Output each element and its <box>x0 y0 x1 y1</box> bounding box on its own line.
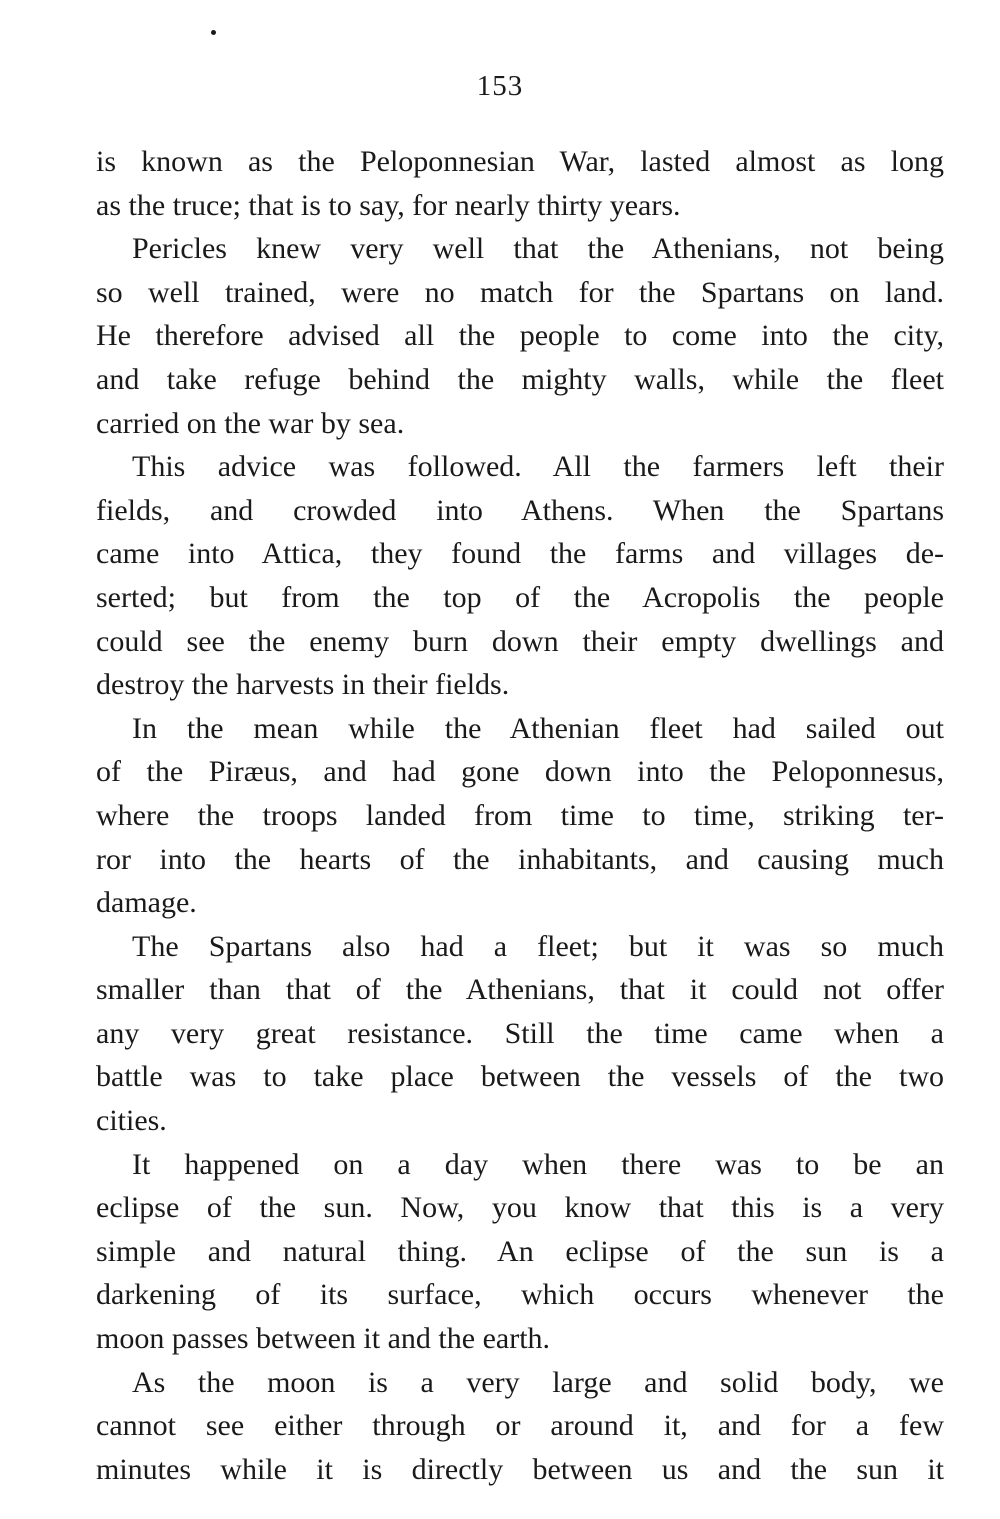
print-speck <box>211 30 216 35</box>
text-line: This advice was followed. All the farmers left their <box>132 450 944 484</box>
text-line: In the mean while the Athenian fleet had sailed out <box>132 711 944 745</box>
text-line: cities. <box>96 1104 167 1138</box>
text-line: so well trained, were no match for the Spartans on land. <box>96 275 944 309</box>
text-line: It happened on a day when there was to be an <box>132 1147 944 1181</box>
paragraph-6 <box>96 1143 944 1361</box>
text-line: cannot see either through or around it, and for a few <box>96 1409 944 1443</box>
text-line: Pericles knew very well that the Athenians, not being <box>132 232 944 266</box>
text-line: destroy the harvests in their fields. <box>96 668 510 702</box>
text-line: of the Piræus, and had gone down into the Peloponnesus, <box>96 755 944 789</box>
text-line: and take refuge behind the mighty walls, while the fleet <box>96 362 944 396</box>
text-line: minutes while it is directly between us and the sun it <box>96 1452 944 1486</box>
text-line: carried on the war by sea. <box>96 406 405 440</box>
text-line: any very great resistance. Still the time came when a <box>96 1016 944 1050</box>
body-text <box>96 140 944 1491</box>
text-line: As the moon is a very large and solid body, we <box>132 1365 944 1399</box>
text-line: battle was to take place between the vessels of the two <box>96 1060 944 1094</box>
text-line: ror into the hearts of the inhabitants, and causing much <box>96 842 944 876</box>
paragraph-3 <box>96 445 944 707</box>
paragraph-7 <box>96 1361 944 1492</box>
text-line: where the troops landed from time to time, striking ter- <box>96 798 944 832</box>
paragraph-5 <box>96 925 944 1143</box>
paragraph-4 <box>96 707 944 925</box>
text-line: The Spartans also had a fleet; but it was so much <box>132 929 944 963</box>
paragraph-1 <box>96 140 944 227</box>
text-line: as the truce; that is to say, for nearly thirty years. <box>96 188 681 222</box>
text-line: simple and natural thing. An eclipse of the sun is a <box>96 1234 944 1268</box>
text-line: serted; but from the top of the Acropolis the people <box>96 580 944 614</box>
text-line: could see the enemy burn down their empty dwellings and <box>96 624 944 658</box>
text-line: damage. <box>96 886 197 920</box>
text-line: fields, and crowded into Athens. When the Spartans <box>96 493 944 527</box>
text-line: He therefore advised all the people to come into the city, <box>96 319 944 353</box>
text-line: is known as the Peloponnesian War, lasted almost as long <box>96 145 944 178</box>
text-line: smaller than that of the Athenians, that it could not offer <box>96 973 944 1007</box>
paragraph-2 <box>96 227 944 445</box>
text-line: darkening of its surface, which occurs whenever the <box>96 1278 944 1312</box>
text-line: moon passes between it and the earth. <box>96 1322 551 1356</box>
page-number: 153 <box>476 70 524 102</box>
text-line: came into Attica, they found the farms and villages de- <box>96 537 944 571</box>
text-line: eclipse of the sun. Now, you know that this is a very <box>96 1191 944 1225</box>
